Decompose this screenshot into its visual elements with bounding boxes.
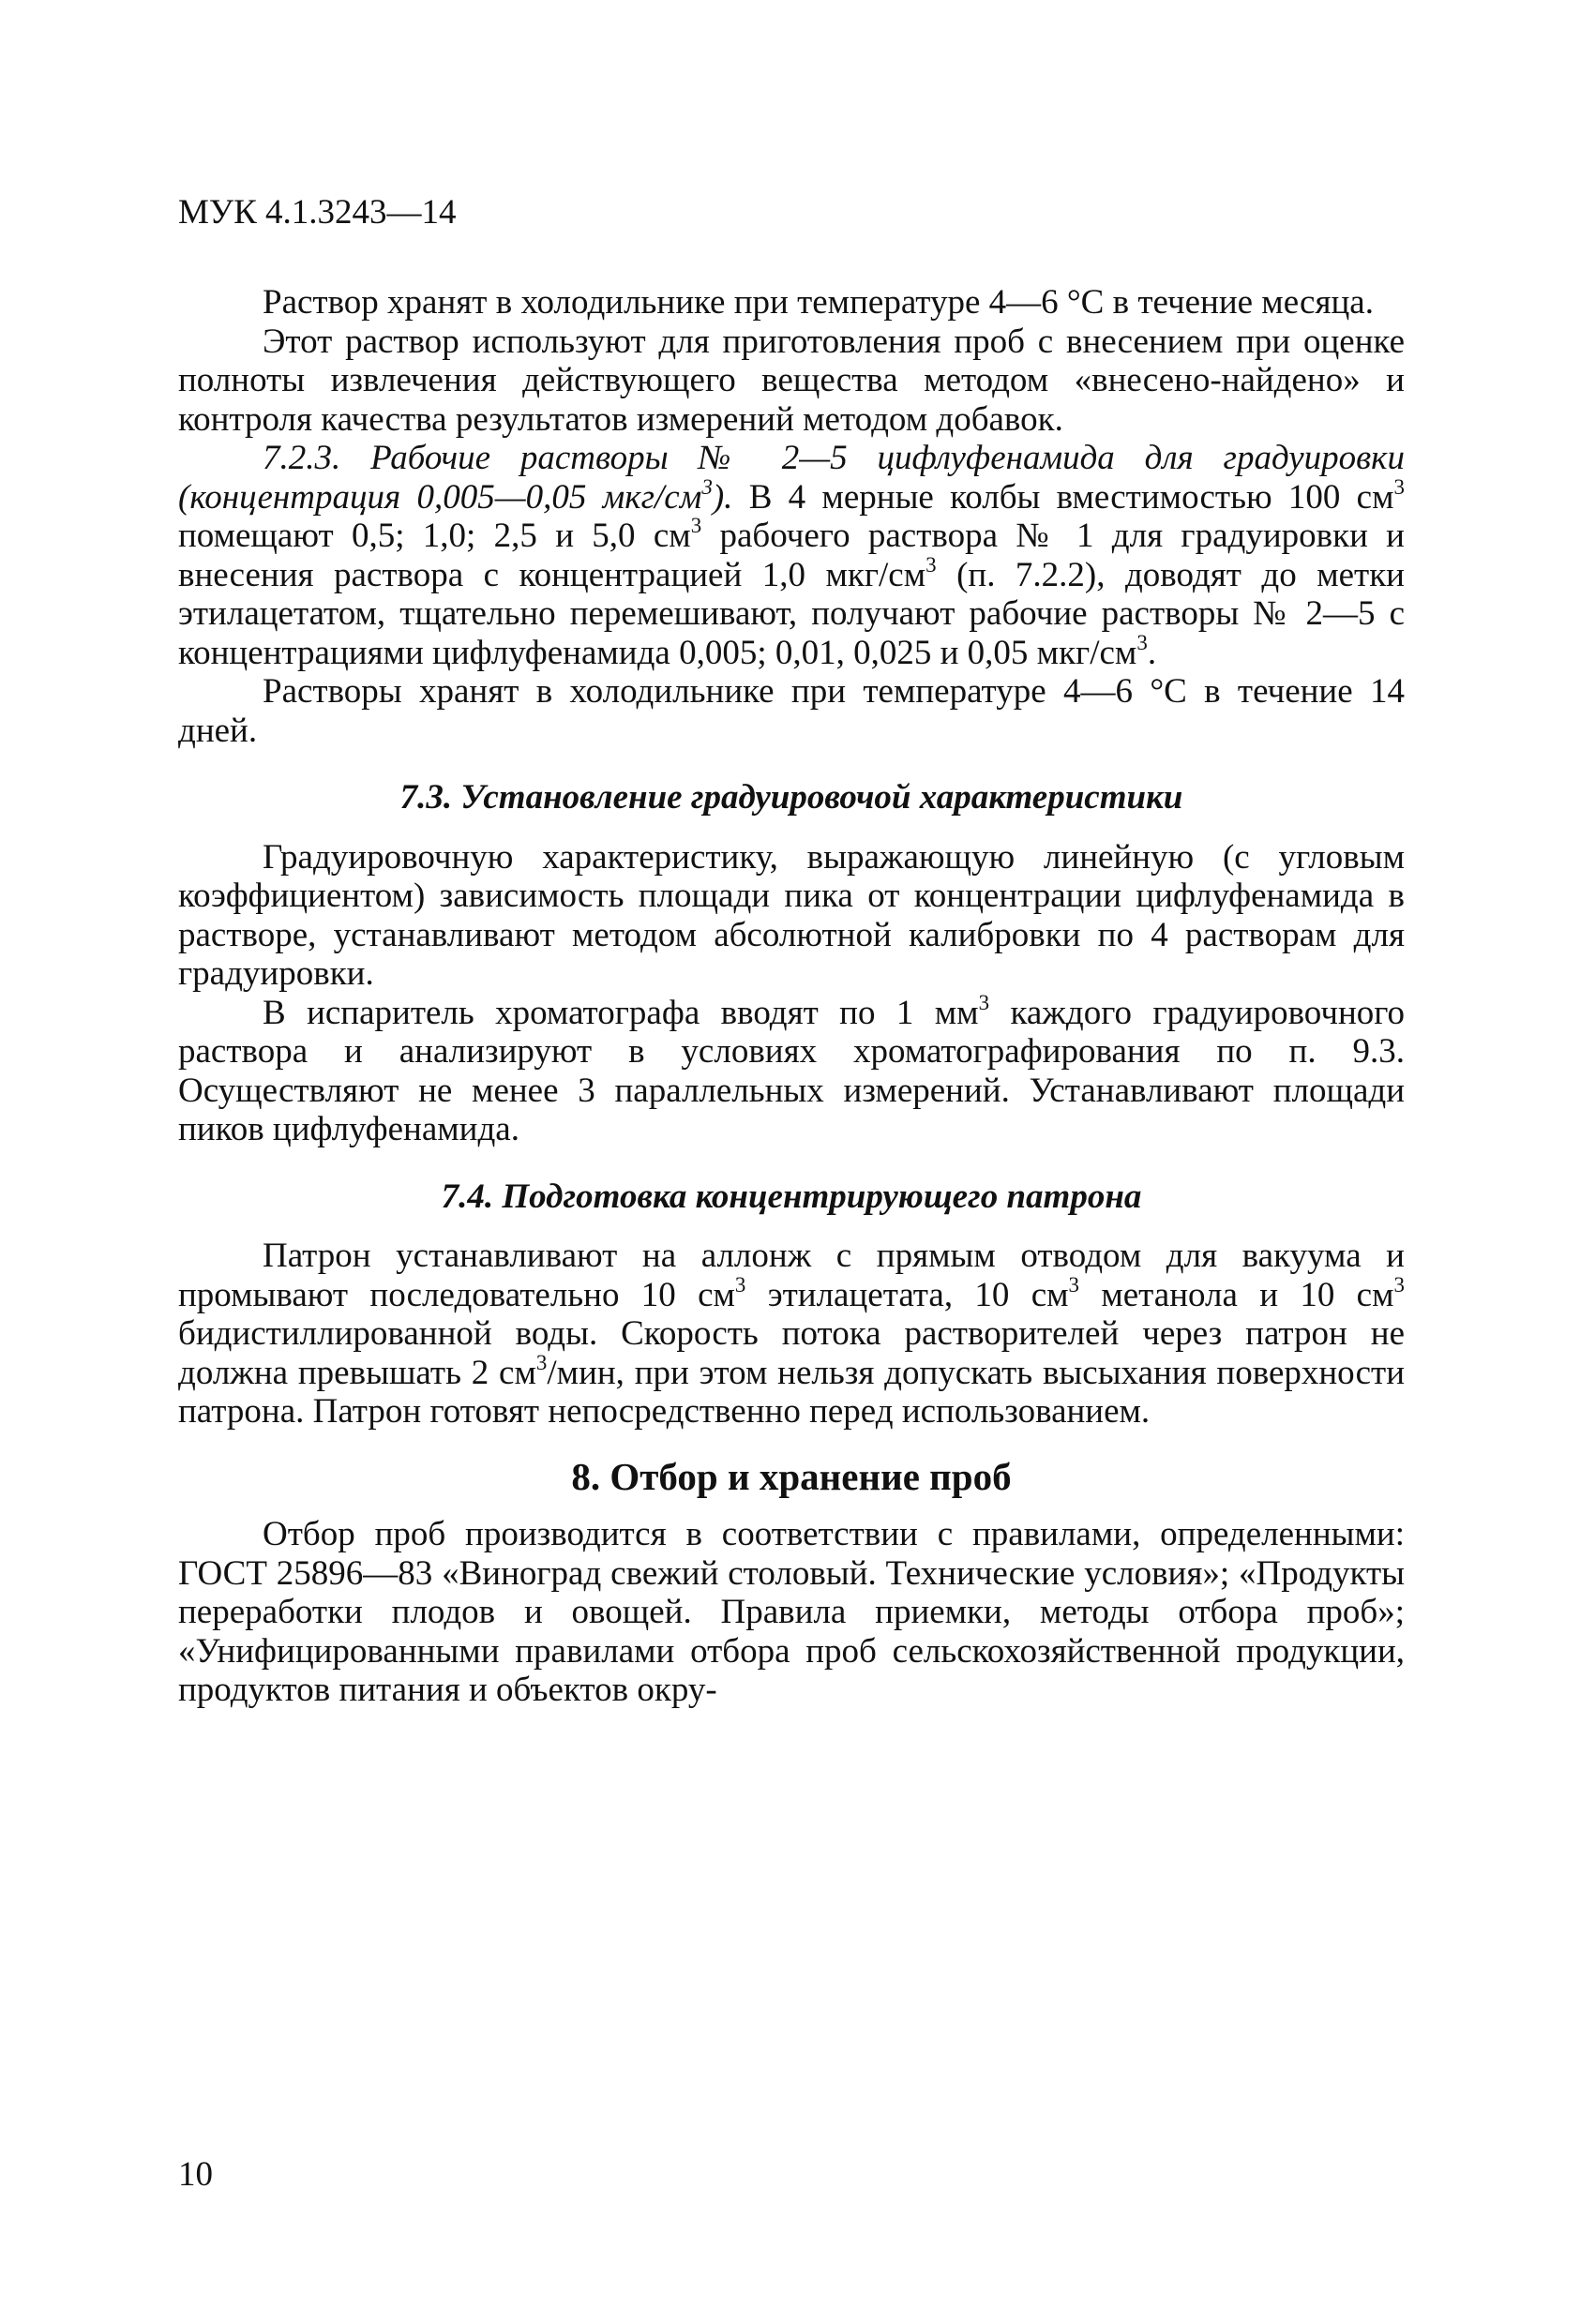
paragraph-solution-usage: Этот раствор используют для приготовления проб с внесением при оценке полноты извлечения действующего вещества методом «внесено-найдено» и контроля качества результатов измерений методом добавок.	[178, 322, 1405, 439]
page-body	[178, 283, 1405, 1710]
paragraph-7-2-3: 7.2.3. Рабочие растворы № 2—5 цифлуфенамида для градуировки (концентрация 0,005—0,05 мкг/$см^3$). В 4 мерные колбы вместимостью 100 $см^3$ помещают 0,5; 1,0; 2,5 и 5,0 $см^3$ рабочего раствора № 1 для градуировки и внесения раствора с концентрацией 1,0 мкг/$см^3$ (п. 7.2.2), доводят до метки этилацетатом, тщательно перемешивают, получают рабочие растворы № 2—5 с концентрациями цифлуфенамида 0,005; 0,01, 0,025 и 0,05 мкг/$см^3$.	[178, 439, 1405, 672]
heading-7-3: 7.3. Установление градуировочой характеристики	[399, 778, 1183, 817]
subsection-label-7-2-3: 7.2.3. Рабочие растворы № 2—5 цифлуфенамида для градуировки (концентрация 0,005—0,05 мкг/$см^3$).	[178, 439, 1405, 517]
paragraph-injection: В испаритель хроматографа вводят по 1 $мм^3$ каждого градуировочного раствора и анализируют в условиях хроматографирования по п. 9.3. Осуществляют не менее 3 параллельных измерений. Устанавливают площади пиков цифлуфенамида.	[178, 990, 1405, 1148]
paragraph-sampling: Отбор проб производится в соответствии с правилами, определенными: ГОСТ 25896—83 «Виноград свежий столовый. Технические условия»; «Продукты переработки плодов и овощей. Правила приемки, методы отбора проб»; «Унифицированными правилами отбора проб сельскохозяйственной продукции, продуктов питания и объектов окру-	[178, 1515, 1405, 1709]
heading-7-4: 7.4. Подготовка концентрирующего патрона	[441, 1177, 1142, 1216]
paragraph-cartridge-preparation: Патрон устанавливают на аллонж с прямым отводом для вакуума и промывают последовательно 10 $см^3$ этилацетата, 10 $см^3$ метанола и 10 $см^3$ бидистиллированной воды. Скорость потока растворителей через патрон не должна превышать 2 $см^3$/мин, при этом нельзя допускать высыхания поверхности патрона. Патрон готовят непосредственно перед использованием.	[178, 1237, 1405, 1431]
document-code-header: МУК 4.1.3243—14	[178, 193, 457, 232]
paragraph-storage-14-days: Растворы хранят в холодильнике при температуре 4—6 °С в течение 14 дней.	[178, 672, 1405, 750]
page-number: 10	[178, 2155, 213, 2194]
heading-section-8: 8. Отбор и хранение проб	[571, 1454, 1012, 1498]
paragraph-calibration-characteristic: Градуировочную характеристику, выражающую линейную (с угловым коэффициентом) зависимость площади пика от концентрации цифлуфенамида в растворе, устанавливают методом абсолютной калибровки по 4 растворам для градуировки.	[178, 837, 1405, 993]
paragraph-storage-month: Раствор хранят в холодильнике при температуре 4—6 °С в течение месяца.	[263, 283, 1374, 322]
